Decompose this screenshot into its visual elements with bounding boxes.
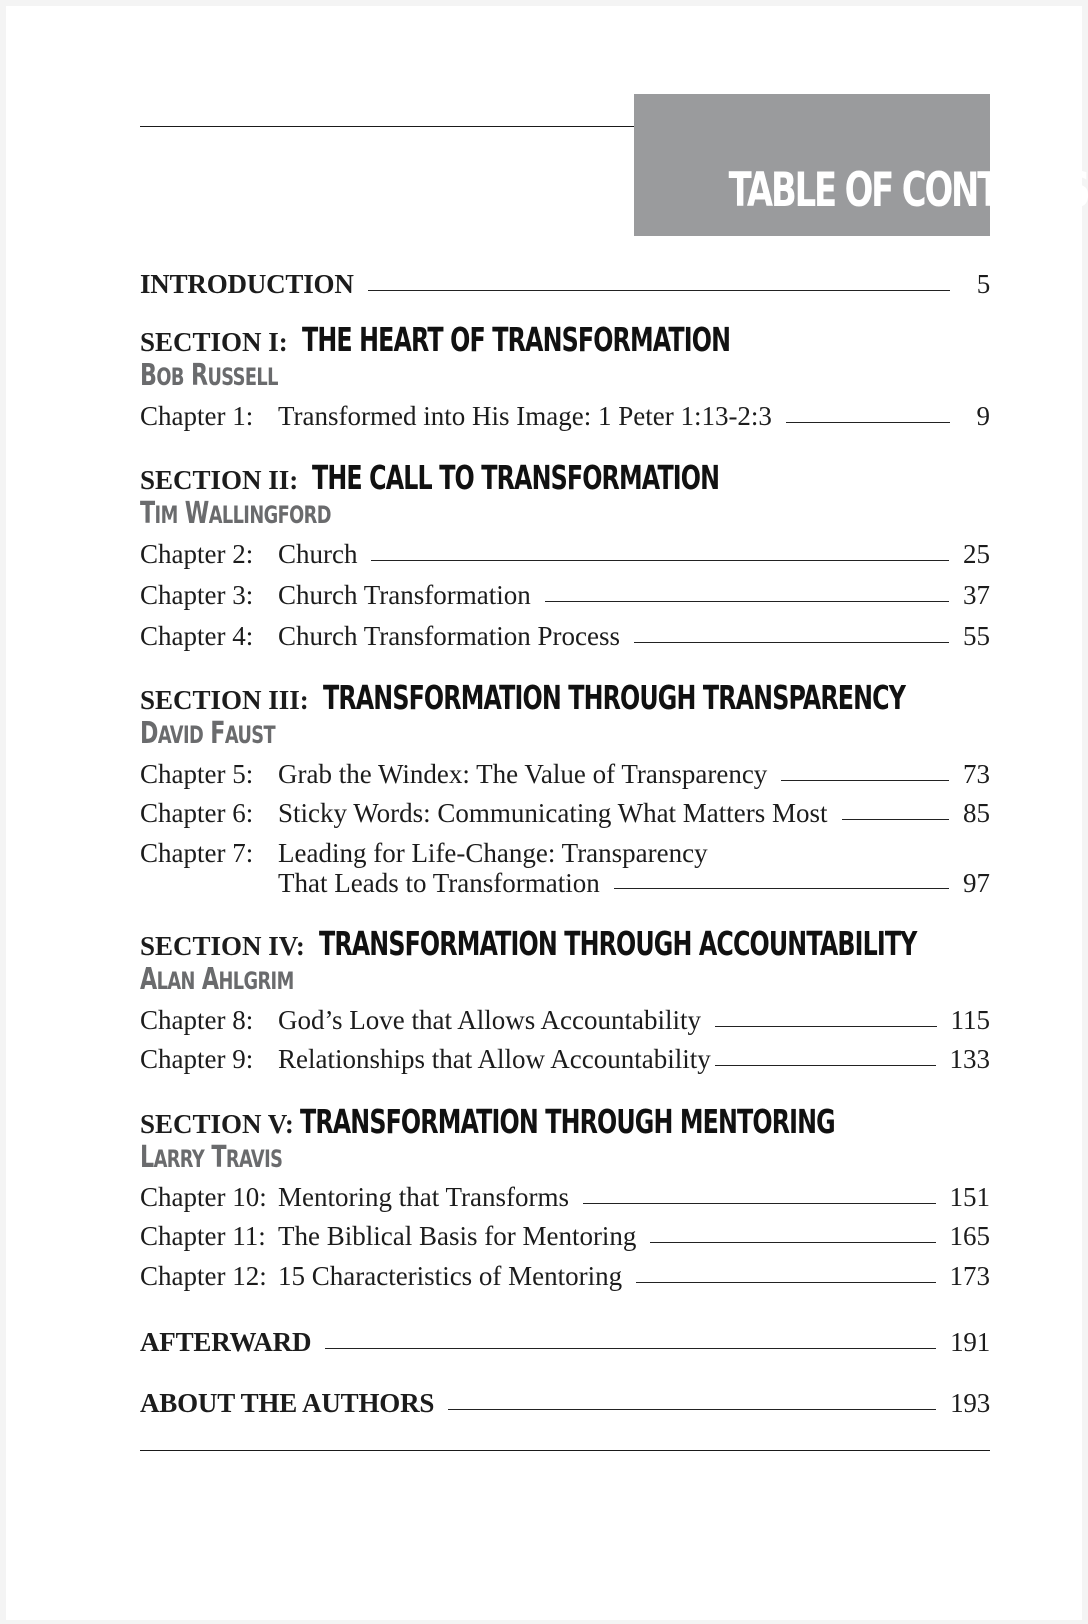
page-number: 165	[949, 1221, 990, 1251]
page-number: 115	[950, 1005, 990, 1035]
chapter-label: Chapter 5:	[140, 759, 254, 789]
bottom-rule	[140, 1450, 990, 1451]
chapter-label: Chapter 4:	[140, 621, 254, 651]
page-number: 191	[950, 1327, 990, 1357]
section-title: THE HEART OF TRANSFORMATION	[301, 320, 730, 359]
chapter-title-line2: That Leads to Transformation	[278, 868, 600, 898]
dot-leader	[614, 888, 949, 889]
section-author: BOB RUSSELL	[140, 358, 278, 393]
toc-entry-chapter[interactable]	[140, 618, 990, 652]
book-page	[6, 6, 1088, 1620]
page-number: 55	[963, 621, 990, 651]
chapter-title: Transformed into His Image: 1 Peter 1:13-2:3	[278, 401, 772, 431]
chapter-title: Church	[278, 539, 358, 569]
section-title: TRANSFORMATION THROUGH MENTORING	[299, 1102, 835, 1141]
chapter-label: Chapter 8:	[140, 1005, 254, 1035]
toc-entry-chapter[interactable]	[140, 1002, 990, 1036]
dot-leader	[634, 642, 949, 643]
section-label: SECTION II:	[140, 465, 299, 495]
dot-leader	[786, 422, 950, 423]
chapter-label: Chapter 6:	[140, 798, 254, 828]
chapter-label: Chapter 10:	[140, 1182, 267, 1212]
toc-entry-chapter[interactable]	[140, 398, 990, 432]
section-title: TRANSFORMATION THROUGH TRANSPARENCY	[322, 678, 905, 717]
chapter-label: Chapter 7:	[140, 838, 254, 868]
entry-label: AFTERWARD	[140, 1327, 312, 1357]
chapter-title: The Biblical Basis for Mentoring	[278, 1221, 637, 1251]
dot-leader	[368, 290, 950, 291]
toc-entry-chapter[interactable]	[140, 1041, 990, 1075]
section-heading	[140, 924, 1088, 964]
chapter-title: Church Transformation	[278, 580, 531, 610]
toc-entry-chapter[interactable]	[140, 1179, 990, 1213]
chapter-label: Chapter 12:	[140, 1261, 267, 1291]
entry-label: ABOUT THE AUTHORS	[140, 1388, 435, 1418]
page-number: 97	[963, 868, 990, 898]
page-number: 151	[949, 1182, 990, 1212]
page-number: 73	[963, 759, 990, 789]
chapter-title: Sticky Words: Communicating What Matters Most	[278, 798, 828, 828]
dot-leader	[781, 780, 949, 781]
section-title: THE CALL TO TRANSFORMATION	[312, 458, 720, 497]
section-author: DAVID FAUST	[140, 716, 275, 751]
dot-leader	[842, 819, 949, 820]
dot-leader	[448, 1409, 936, 1410]
section-author: TIM WALLINGFORD	[140, 496, 331, 531]
page-number: 37	[963, 580, 990, 610]
page-number: 9	[976, 401, 990, 431]
dot-leader	[583, 1203, 935, 1204]
chapter-title: Grab the Windex: The Value of Transparency	[278, 759, 768, 789]
toc-entry-chapter[interactable]	[140, 1218, 990, 1252]
toc-entry-chapter[interactable]	[140, 838, 990, 898]
chapter-title: Relationships that Allow Accountability	[278, 1044, 711, 1074]
chapter-title: 15 Characteristics of Mentoring	[278, 1261, 623, 1291]
section-heading	[140, 678, 1088, 718]
toc-entry-about-authors[interactable]	[140, 1385, 990, 1419]
section-label: SECTION I:	[140, 327, 288, 357]
section-label: SECTION V:	[140, 1109, 294, 1139]
dot-leader	[371, 560, 949, 561]
section-author: LARRY TRAVIS	[140, 1140, 283, 1175]
chapter-title: Leading for Life-Change: Transparency	[278, 838, 708, 868]
chapter-label: Chapter 11:	[140, 1221, 266, 1251]
toc-entry-chapter[interactable]	[140, 577, 990, 611]
page-number: 25	[963, 539, 990, 569]
chapter-label: Chapter 9:	[140, 1044, 254, 1074]
dot-leader	[636, 1282, 935, 1283]
dot-leader	[545, 601, 949, 602]
chapter-title: Church Transformation Process	[278, 621, 620, 651]
chapter-title: Mentoring that Transforms	[278, 1182, 570, 1212]
toc-entry-introduction[interactable]	[140, 266, 990, 300]
dot-leader	[715, 1026, 937, 1027]
section-label: SECTION IV:	[140, 931, 305, 961]
page-number: 173	[949, 1261, 990, 1291]
chapter-label: Chapter 1:	[140, 401, 254, 431]
page-title: TABLE OF CONTENTS	[728, 163, 1088, 218]
page-number: 85	[963, 798, 990, 828]
chapter-label: Chapter 3:	[140, 580, 254, 610]
chapter-label: Chapter 2:	[140, 539, 254, 569]
toc-entry-chapter[interactable]	[140, 536, 990, 570]
section-title: TRANSFORMATION THROUGH ACCOUNTABILITY	[318, 924, 917, 963]
entry-label: INTRODUCTION	[140, 269, 354, 299]
toc-entry-chapter[interactable]	[140, 1258, 990, 1292]
page-number: 193	[950, 1388, 990, 1418]
chapter-title-continued	[140, 868, 990, 898]
page-number: 5	[976, 269, 990, 299]
section-heading	[140, 458, 878, 498]
section-author: ALAN AHLGRIM	[140, 962, 294, 997]
dot-leader	[715, 1065, 936, 1066]
section-heading	[140, 320, 896, 360]
toc-entry-afterward[interactable]	[140, 1324, 990, 1358]
page-number: 133	[949, 1044, 990, 1074]
toc-entry-chapter[interactable]	[140, 756, 990, 790]
dot-leader	[325, 1348, 936, 1349]
chapter-title: God’s Love that Allows Accountability	[278, 1005, 701, 1035]
section-heading	[140, 1102, 1043, 1142]
section-label: SECTION III:	[140, 685, 309, 715]
toc-entry-chapter[interactable]	[140, 795, 990, 829]
title-banner	[634, 94, 1088, 236]
dot-leader	[650, 1242, 935, 1243]
